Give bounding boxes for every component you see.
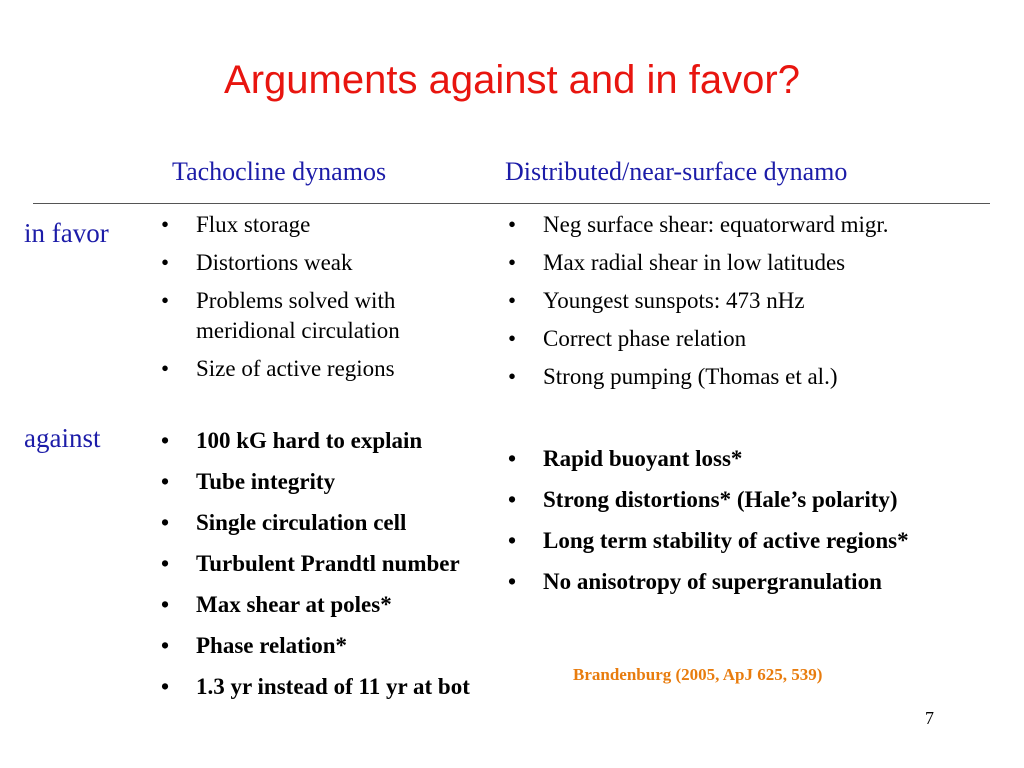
against-distributed-list [503, 444, 993, 608]
favor-tachocline-list [156, 210, 476, 392]
list-item: • Tube integrity [156, 467, 501, 497]
list-item: • Strong distortions* (Hale’s polarity) [503, 485, 993, 515]
list-item: • Phase relation* [156, 631, 501, 661]
list-item: • Correct phase relation [503, 324, 1003, 354]
slide-title: Arguments against and in favor? [224, 58, 800, 102]
row-label-in-favor: in favor [24, 218, 109, 248]
reference-citation: Brandenburg (2005, ApJ 625, 539) [573, 665, 823, 684]
against-tachocline-list [156, 426, 501, 713]
list-item: • 100 kG hard to explain [156, 426, 501, 456]
list-item: • Turbulent Prandtl number [156, 549, 501, 579]
header-divider [33, 203, 990, 204]
list-item: • Max radial shear in low latitudes [503, 248, 1003, 278]
favor-distributed-list [503, 210, 1003, 400]
list-item: • Distortions weak [156, 248, 476, 278]
list-item: • Flux storage [156, 210, 476, 240]
row-label-against: against [24, 423, 101, 453]
list-item: • Strong pumping (Thomas et al.) [503, 362, 1003, 392]
list-item: • Rapid buoyant loss* [503, 444, 993, 474]
list-item: • 1.3 yr instead of 11 yr at bot [156, 672, 501, 702]
column-header-tachocline: Tachocline dynamos [172, 157, 387, 186]
list-item: • Size of active regions [156, 354, 476, 384]
page-number: 7 [925, 708, 934, 728]
list-item: • Neg surface shear: equatorward migr. [503, 210, 1003, 240]
list-item: • Youngest sunspots: 473 nHz [503, 286, 1003, 316]
column-header-distributed: Distributed/near-surface dynamo [505, 157, 848, 186]
list-item: • Single circulation cell [156, 508, 501, 538]
list-item: • Problems solved with meridional circulation [156, 286, 476, 346]
list-item: • Max shear at poles* [156, 590, 501, 620]
list-item: • No anisotropy of supergranulation [503, 567, 993, 597]
list-item: • Long term stability of active regions* [503, 526, 993, 556]
